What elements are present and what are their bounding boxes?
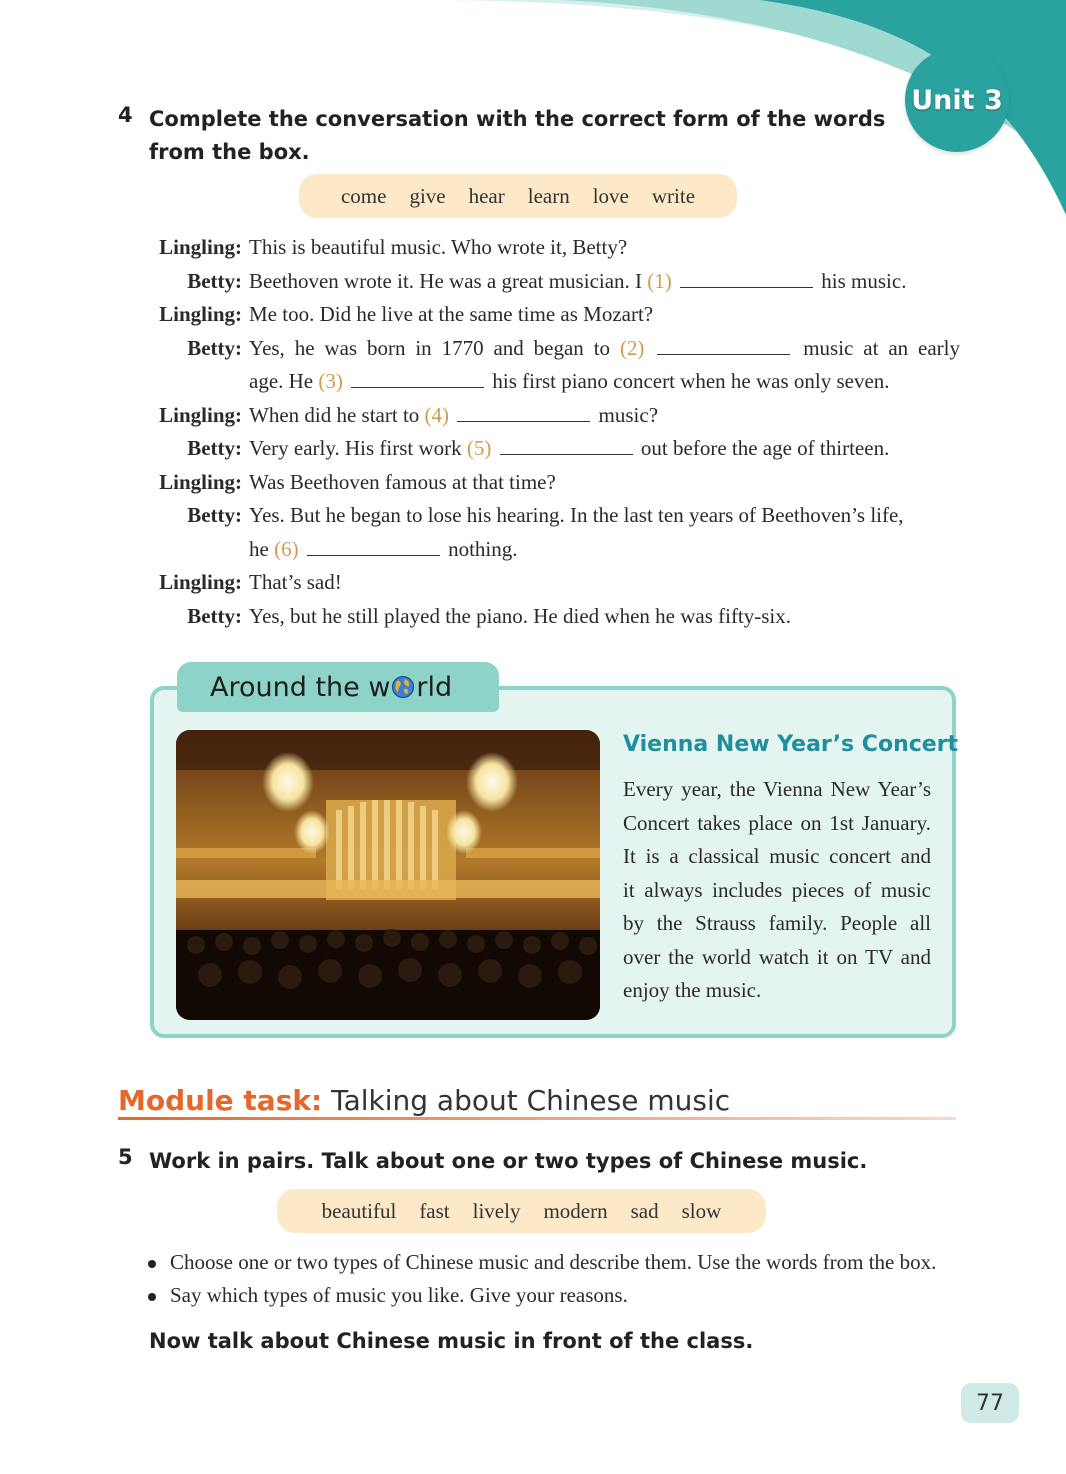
blank-number: (5)	[466, 436, 492, 460]
word-option: love	[592, 183, 629, 208]
paragraph-line: Concert takes place on 1st January.	[623, 810, 931, 835]
speaker-label: Lingling:	[159, 302, 242, 326]
word-option: modern	[543, 1198, 608, 1223]
paragraph-line: It is a classical music concert and	[623, 844, 931, 868]
exercise-5-closing: Now talk about Chinese music in front of the class.	[149, 1329, 754, 1353]
module-task-underline	[118, 1117, 956, 1120]
blank-number: (3)	[318, 369, 343, 393]
conversation-line: Me too. Did he live at the same time as Mozart?	[249, 302, 654, 326]
conversation-line: Very early. His first work (5) out before the age of thirteen.	[249, 436, 890, 460]
paragraph-line: Every year, the Vienna New Year’s	[623, 777, 931, 801]
tab-text-end: rld	[416, 671, 453, 703]
conversation-line: age. He (3) his first piano concert when he was only seven.	[249, 369, 890, 393]
module-task-label: Module task:	[118, 1084, 323, 1117]
blank-number: (4)	[424, 403, 450, 427]
speaker-label: Lingling:	[159, 570, 242, 594]
exercise-4-instruction-line1: Complete the conversation with the correct form of the words	[149, 107, 886, 131]
conversation-line: Was Beethoven famous at that time?	[249, 470, 556, 494]
conversation-line: That’s sad!	[249, 570, 342, 594]
module-task-heading	[118, 1084, 730, 1117]
word-option: slow	[681, 1198, 722, 1223]
conversation-line: Beethoven wrote it. He was a great musician. I (1) his music.	[249, 269, 907, 293]
conversation-line: When did he start to (4) music?	[249, 403, 659, 427]
word-option: sad	[630, 1198, 659, 1223]
answer-blank[interactable]	[657, 338, 790, 355]
exercise-4-instruction	[149, 103, 885, 169]
page-number: 77	[961, 1383, 1019, 1423]
bullet-dot-icon	[148, 1260, 156, 1268]
word-option: write	[651, 183, 696, 208]
exercise-5-instruction: Work in pairs. Talk about one or two types of Chinese music.	[149, 1149, 868, 1173]
bullet-dot-icon	[148, 1293, 156, 1301]
unit-badge	[905, 48, 1009, 152]
answer-blank[interactable]	[500, 438, 633, 455]
paragraph-line: by the Strauss family. People all	[623, 911, 931, 935]
exercise-4-number: 4	[118, 103, 133, 127]
speaker-label: Lingling:	[159, 403, 242, 427]
speaker-label: Lingling:	[159, 470, 242, 494]
answer-blank[interactable]	[457, 405, 590, 422]
globe-icon	[391, 675, 415, 699]
vienna-paragraph	[623, 773, 931, 1008]
word-option: beautiful	[321, 1198, 397, 1223]
exercise-5-number: 5	[118, 1145, 133, 1169]
speaker-label: Betty:	[187, 336, 242, 360]
conversation-line: Yes. But he began to lose his hearing. In the last ten years of Beethoven’s life,	[249, 503, 904, 527]
word-option: learn	[527, 183, 570, 208]
speaker-label: Betty:	[187, 503, 242, 527]
conversation-line: he (6) nothing.	[249, 537, 518, 561]
answer-blank[interactable]	[307, 539, 440, 556]
paragraph-line: it always includes pieces of music	[623, 877, 931, 902]
blank-number: (2)	[619, 336, 645, 360]
tab-text-start: Around the w	[210, 671, 391, 703]
around-the-world-tab	[177, 662, 499, 712]
blank-number: (1)	[647, 269, 672, 293]
word-box-exercise-4	[299, 174, 737, 218]
unit-label: Unit 3	[911, 84, 1003, 116]
speaker-label: Lingling:	[159, 235, 242, 259]
conversation-line: This is beautiful music. Who wrote it, Betty?	[249, 235, 628, 259]
word-option: fast	[419, 1198, 450, 1223]
paragraph-line: over the world watch it on TV and	[623, 944, 931, 969]
module-task-title: Talking about Chinese music	[331, 1084, 731, 1117]
conversation-line: Yes, he was born in 1770 and began to (2) music at an early	[249, 336, 960, 360]
speaker-label: Betty:	[187, 604, 242, 628]
exercise-4-instruction-line2: from the box.	[149, 140, 310, 164]
blank-number: (6)	[274, 537, 299, 561]
answer-blank[interactable]	[351, 371, 484, 388]
word-option: hear	[468, 183, 505, 208]
speaker-label: Betty:	[187, 269, 242, 293]
speaker-label: Betty:	[187, 436, 242, 460]
bullet-item: Choose one or two types of Chinese music and describe them. Use the words from the box.	[148, 1250, 936, 1275]
answer-blank[interactable]	[680, 271, 813, 288]
word-option: come	[340, 183, 387, 208]
vienna-title: Vienna New Year’s Concert	[623, 732, 959, 757]
word-option: lively	[472, 1198, 521, 1223]
concert-hall-photo	[176, 730, 600, 1020]
word-option: give	[409, 183, 446, 208]
word-box-exercise-5	[277, 1189, 766, 1233]
conversation-line: Yes, but he still played the piano. He died when he was fifty-six.	[249, 604, 792, 628]
paragraph-line: enjoy the music.	[623, 978, 762, 1002]
bullet-item: Say which types of music you like. Give your reasons.	[148, 1283, 628, 1308]
